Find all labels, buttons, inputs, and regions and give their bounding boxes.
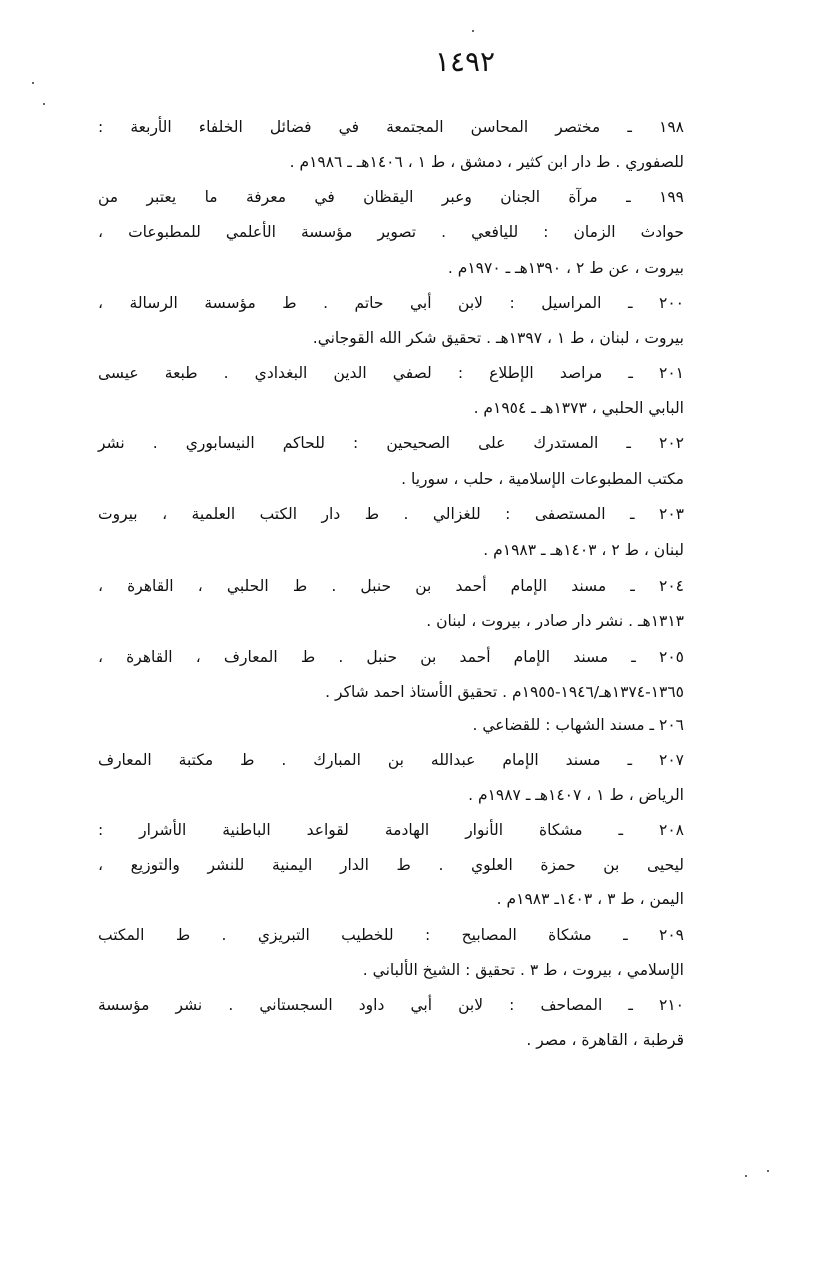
entry-200-line-1: ٢٠٠ ـ المراسيل : لابن أبي حاتم . ط مؤسسة الرسالة ، — [98, 294, 684, 312]
entry-199-line-1: ١٩٩ ـ مرآة الجنان وعبر اليقظان في معرفة ما يعتبر من — [98, 188, 684, 206]
entry-210-line-1: ٢١٠ ـ المصاحف : لابن أبي داود السجستاني . نشر مؤسسة — [98, 996, 684, 1014]
entry-200-line-2: بيروت ، لبنان ، ط ١ ، ١٣٩٧هـ . تحقيق شكر الله القوجاني. — [312, 329, 684, 347]
entry-209-line-2: الإسلامي ، بيروت ، ط ٣ . تحقيق : الشيخ الألباني . — [362, 961, 684, 979]
entry-209-line-1: ٢٠٩ ـ مشكاة المصابيح : للخطيب التبريزي . ط المكتب — [98, 926, 684, 944]
entry-205-line-2: ١٣٦٥-١٣٧٤هـ/١٩٤٦-١٩٥٥م . تحقيق الأستاذ احمد شاكر . — [325, 683, 684, 701]
entry-199-line-2: حوادث الزمان : لليافعي . تصوير مؤسسة الأعلمي للمطبوعات ، — [98, 223, 684, 241]
entry-208-line-3: اليمن ، ط ٣ ، ١٤٠٣ـ ١٩٨٣م . — [496, 890, 684, 908]
entry-206-line-1: ٢٠٦ ـ مسند الشهاب : للقضاعي . — [472, 716, 684, 734]
entry-198-line-1: ١٩٨ ـ مختصر المحاسن المجتمعة في فضائل الخلفاء الأربعة : — [98, 118, 684, 136]
entry-203-line-2: لبنان ، ط ٢ ، ١٤٠٣هـ ـ ١٩٨٣م . — [483, 541, 684, 559]
entry-202-line-1: ٢٠٢ ـ المستدرك على الصحيحين : للحاكم النيسابوري . نشر — [98, 434, 684, 452]
entry-202-line-2: مكتب المطبوعات الإسلامية ، حلب ، سوريا . — [401, 470, 684, 488]
entry-205-line-1: ٢٠٥ ـ مسند الإمام أحمد بن حنبل . ط المعارف ، القاهرة ، — [98, 648, 684, 666]
entry-210-line-2: قرطبة ، القاهرة ، مصر . — [526, 1031, 684, 1049]
entry-207-line-2: الرياض ، ط ١ ، ١٤٠٧هـ ـ ١٩٨٧م . — [468, 786, 684, 804]
entry-203-line-1: ٢٠٣ ـ المستصفى : للغزالي . ط دار الكتب العلمية ، بيروت — [98, 505, 684, 523]
entry-198-line-2: للصفوري . ط دار ابن كثير ، دمشق ، ط ١ ، ١٤٠٦هـ ـ ١٩٨٦م . — [289, 153, 684, 171]
entry-208-line-1: ٢٠٨ ـ مشكاة الأنوار الهادمة لقواعد الباطنية الأشرار : — [98, 821, 684, 839]
entry-207-line-1: ٢٠٧ ـ مسند الإمام عبدالله بن المبارك . ط مكتبة المعارف — [98, 751, 684, 769]
entry-199-line-3: بيروت ، عن ط ٢ ، ١٣٩٠هـ ـ ١٩٧٠م . — [447, 259, 684, 277]
entry-204-line-2: ١٣١٣هـ . نشر دار صادر ، بيروت ، لبنان . — [426, 612, 684, 630]
entry-204-line-1: ٢٠٤ ـ مسند الإمام أحمد بن حنبل . ط الحلبي ، القاهرة ، — [98, 577, 684, 595]
entry-201-line-2: البابي الحلبي ، ١٣٧٣هـ ـ ١٩٥٤م . — [473, 399, 684, 417]
entry-208-line-2: ليحيى بن حمزة العلوي . ط الدار اليمنية للنشر والتوزيع ، — [98, 856, 684, 874]
entry-201-line-1: ٢٠١ ـ مراصد الإطلاع : لصفي الدين البغدادي . طبعة عيسى — [98, 364, 684, 382]
page-number: ١٤٩٢ — [434, 45, 496, 78]
